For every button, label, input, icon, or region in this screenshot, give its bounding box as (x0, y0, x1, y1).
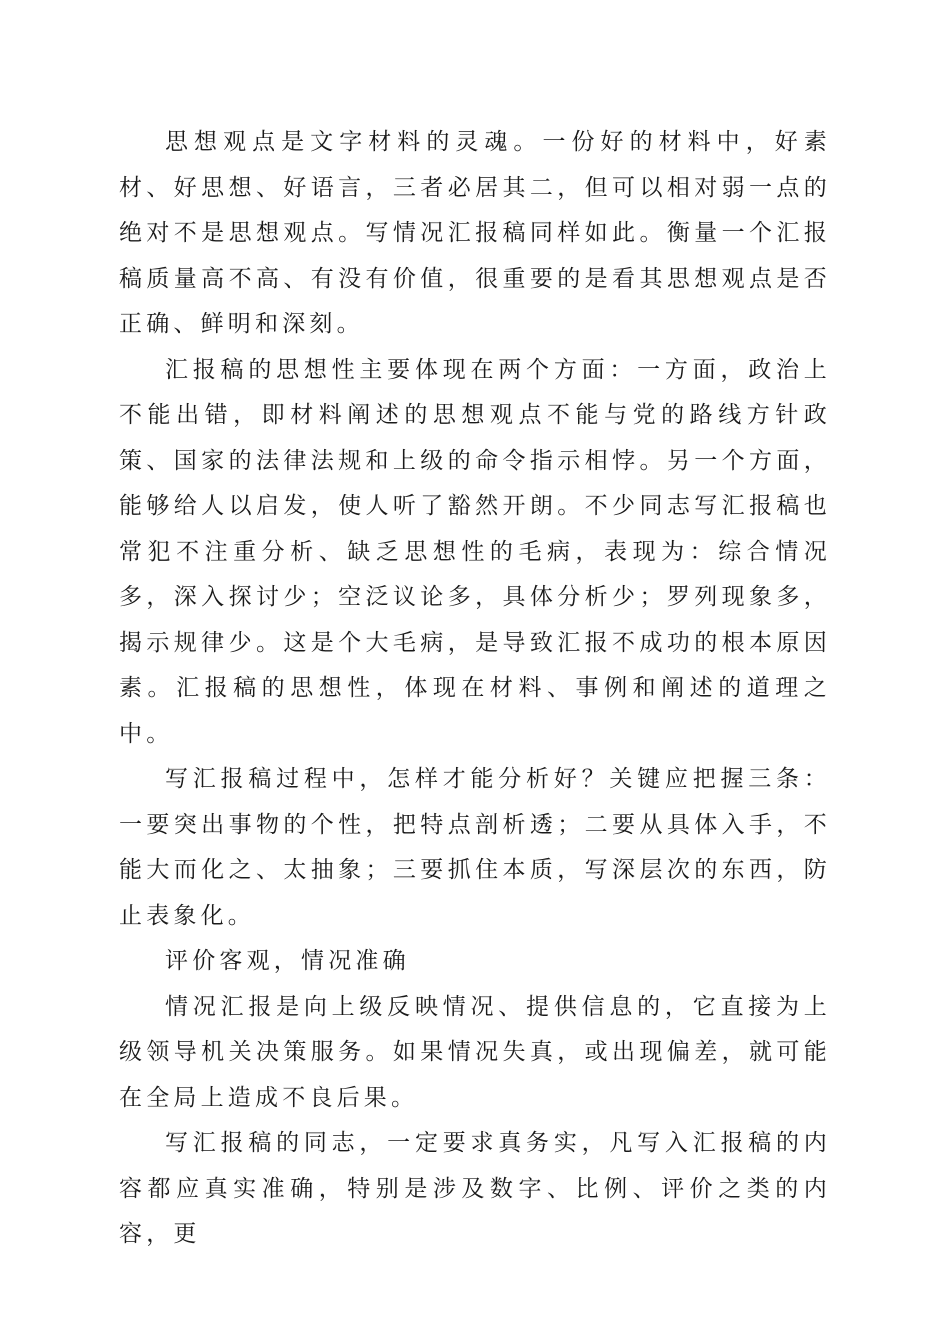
document-page (119, 120, 831, 1258)
paragraph-truthfulness: 写汇报稿的同志，一定要求真务实，凡写入汇报稿的内容都应真实准确，特别是涉及数字、比例、评价之类的内容，更 (119, 1130, 831, 1247)
paragraph-how-to-analyze: 写汇报稿过程中，怎样才能分析好？关键应把握三条：一要突出事物的个性，把特点剖析透；二要从具体入手，不能大而化之、太抽象；三要抓住本质，写深层次的东西，防止表象化。 (119, 766, 831, 929)
paragraph-ideology-soul: 思想观点是文字材料的灵魂。一份好的材料中，好素材、好思想、好语言，三者必居其二，但可以相对弱一点的绝对不是思想观点。写情况汇报稿同样如此。衡量一个汇报稿质量高不高、有没有价值，很重要的是看其思想观点是否正确、鲜明和深刻。 (119, 129, 831, 337)
paragraph-two-aspects: 汇报稿的思想性主要体现在两个方面：一方面，政治上不能出错，即材料阐述的思想观点不能与党的路线方针政策、国家的法律法规和上级的命令指示相悖。另一个方面，能够给人以启发，使人听了豁然开朗。不少同志写汇报稿也常犯不注重分析、缺乏思想性的毛病，表现为：综合情况多，深入探讨少；空泛议论多，具体分析少；罗列现象多，揭示规律少。这是个大毛病，是导致汇报不成功的根本原因素。汇报稿的思想性，体现在材料、事例和阐述的道理之中。 (119, 356, 831, 747)
paragraph-report-purpose: 情况汇报是向上级反映情况、提供信息的，它直接为上级领导机关决策服务。如果情况失真，或出现偏差，就可能在全局上造成不良后果。 (119, 993, 831, 1111)
section-heading: 评价客观，情况准确 (165, 948, 410, 974)
